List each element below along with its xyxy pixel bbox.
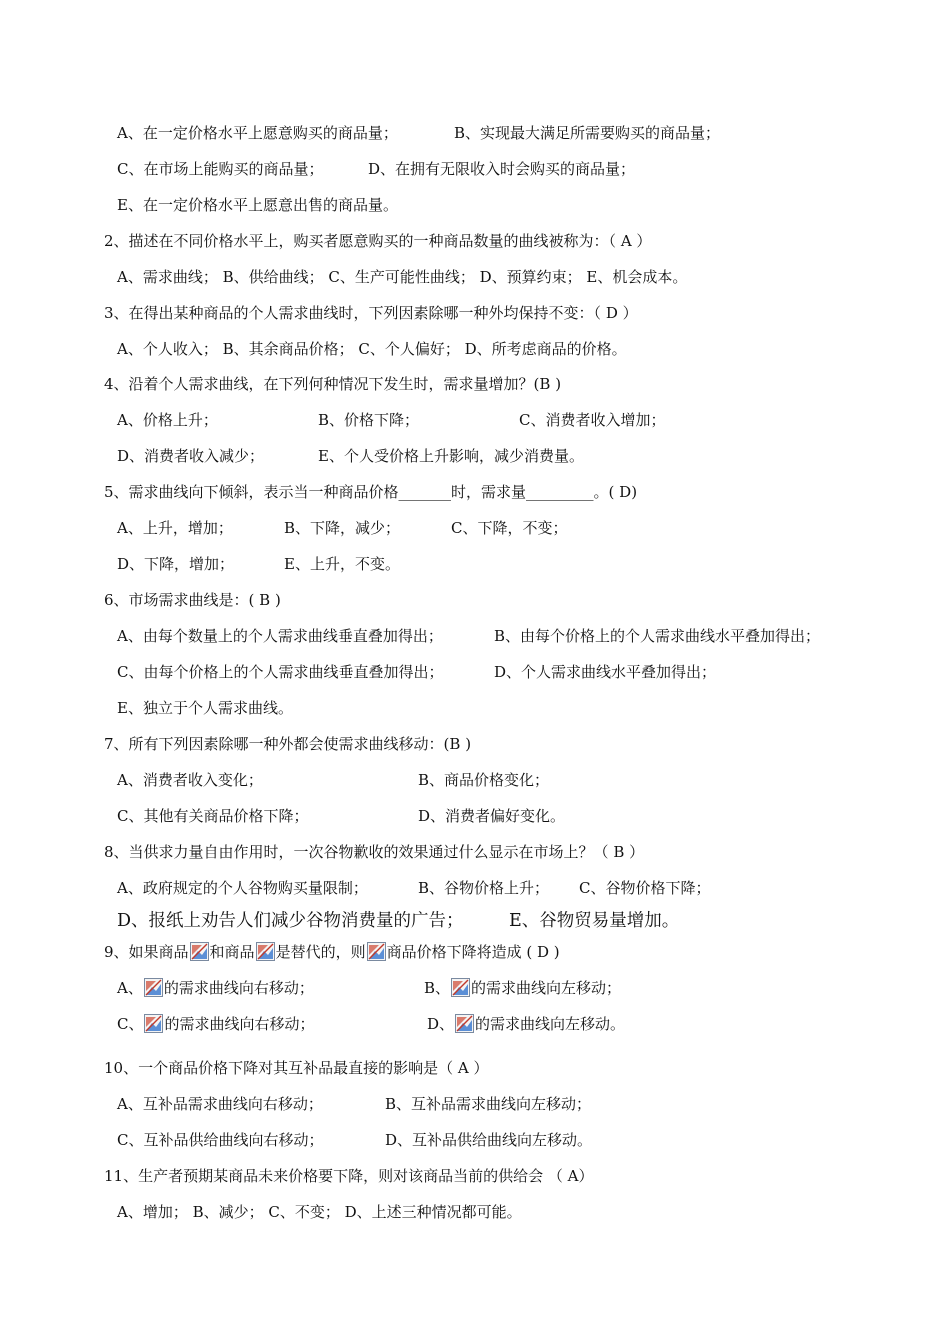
question-text: 8、当供求力量自由作用时，一次谷物歉收的效果通过什么显示在市场上？（ B ） xyxy=(104,843,645,861)
option-text: E、个人受价格上升影响，减少消费量。 xyxy=(318,447,584,465)
broken-image-icon xyxy=(256,942,275,961)
broken-image-icon xyxy=(144,1014,163,1033)
q9-option-a xyxy=(117,978,314,998)
option-text: B、价格下降； xyxy=(318,411,420,429)
q9-option-c xyxy=(117,1014,315,1034)
option-text: A、需求曲线； B、供给曲线； C、生产可能性曲线； D、预算约束； E、机会成本。 xyxy=(117,268,688,286)
q8-option-e: E、谷物贸易量增加。 xyxy=(509,911,680,931)
question-text: 6、市场需求曲线是：( B ) xyxy=(104,591,281,609)
option-text: A、上升，增加； xyxy=(117,519,233,537)
option-text: D、个人需求曲线水平叠加得出； xyxy=(494,663,717,681)
broken-image-icon xyxy=(144,978,163,997)
option-text: C、消费者收入增加； xyxy=(519,411,666,429)
question-text: 11、生产者预期某商品未来价格要下降，则对该商品当前的供给会 （ A） xyxy=(104,1167,594,1185)
option-text: D、消费者偏好变化。 xyxy=(418,807,566,825)
option-text: C、在市场上能购买的商品量； xyxy=(117,160,324,178)
option-text: D、在拥有无限收入时会购买的商品量； xyxy=(368,160,636,178)
q9-option-d xyxy=(427,1014,625,1034)
option-text: C、互补品供给曲线向右移动； xyxy=(117,1131,324,1149)
option-text: B、互补品需求曲线向左移动； xyxy=(385,1095,592,1113)
question-text: 2、描述在不同价格水平上，购买者愿意购买的一种商品数量的曲线被称为：（ A ） xyxy=(104,232,652,250)
question-9 xyxy=(104,942,560,962)
option-text: E、上升，不变。 xyxy=(284,555,400,573)
option-text: 的需求曲线向左移动。 xyxy=(475,1015,626,1033)
broken-image-icon xyxy=(190,942,209,961)
option-text: B、下降，减少； xyxy=(284,519,401,537)
option-label: C、 xyxy=(117,1015,144,1033)
option-text: A、消费者收入变化； xyxy=(117,771,263,789)
option-text: D、消费者收入减少； xyxy=(117,447,265,465)
option-text: B、谷物价格上升； xyxy=(418,879,550,897)
option-text: A、政府规定的个人谷物购买量限制； xyxy=(117,879,368,897)
option-text: C、由每个价格上的个人需求曲线垂直叠加得出； xyxy=(117,663,444,681)
option-text: A、互补品需求曲线向右移动； xyxy=(117,1095,323,1113)
option-text: A、增加； B、减少； C、不变； D、上述三种情况都可能。 xyxy=(117,1203,522,1221)
q9-option-b xyxy=(424,978,621,998)
q8-option-d: D、报纸上劝告人们减少谷物消费量的广告； xyxy=(117,911,464,931)
option-text: A、在一定价格水平上愿意购买的商品量； xyxy=(117,124,398,142)
option-text: 的需求曲线向右移动； xyxy=(163,979,314,997)
option-text: A、由每个数量上的个人需求曲线垂直叠加得出； xyxy=(117,627,443,645)
broken-image-icon xyxy=(451,978,470,997)
option-text: B、实现最大满足所需要购买的商品量； xyxy=(454,124,721,142)
option-text: D、互补品供给曲线向左移动。 xyxy=(385,1131,593,1149)
broken-image-icon xyxy=(455,1014,474,1033)
option-label: A、 xyxy=(117,979,143,997)
option-text: A、个人收入； B、其余商品价格； C、个人偏好； D、所考虑商品的价格。 xyxy=(117,340,627,358)
q9-mid2: 是替代的，则 xyxy=(275,943,366,961)
q9-suffix: 商品价格下降将造成 ( D ) xyxy=(386,943,560,961)
option-text: C、其他有关商品价格下降； xyxy=(117,807,309,825)
question-text: 3、在得出某种商品的个人需求曲线时，下列因素除哪一种外均保持不变：（ D ） xyxy=(104,304,638,322)
option-text: B、由每个价格上的个人需求曲线水平叠加得出； xyxy=(494,627,821,645)
option-text: D、下降，增加； xyxy=(117,555,235,573)
option-label: D、 xyxy=(427,1015,455,1033)
option-text: 的需求曲线向右移动； xyxy=(164,1015,315,1033)
option-text: A、价格上升； xyxy=(117,411,218,429)
question-text: 5、需求曲线向下倾斜，表示当一种商品价格_______时，需求量_________。( D) xyxy=(104,483,638,501)
option-text: E、独立于个人需求曲线。 xyxy=(117,699,293,717)
option-text: C、谷物价格下降； xyxy=(579,879,711,897)
question-text: 7、所有下列因素除哪一种外都会使需求曲线移动：(B ) xyxy=(104,735,472,753)
broken-image-icon xyxy=(367,942,386,961)
option-text: B、商品价格变化； xyxy=(418,771,550,789)
option-text: C、下降，不变； xyxy=(451,519,568,537)
question-text: 4、沿着个人需求曲线，在下列何种情况下发生时，需求量增加？(B ) xyxy=(104,375,562,393)
q9-mid1: 和商品 xyxy=(209,943,255,961)
option-label: B、 xyxy=(424,979,451,997)
option-text: 的需求曲线向左移动； xyxy=(471,979,622,997)
question-text: 10、一个商品价格下降对其互补品最直接的影响是（ A ） xyxy=(104,1059,489,1077)
option-text: E、在一定价格水平上愿意出售的商品量。 xyxy=(117,196,398,214)
q9-prefix: 9、如果商品 xyxy=(104,943,189,961)
